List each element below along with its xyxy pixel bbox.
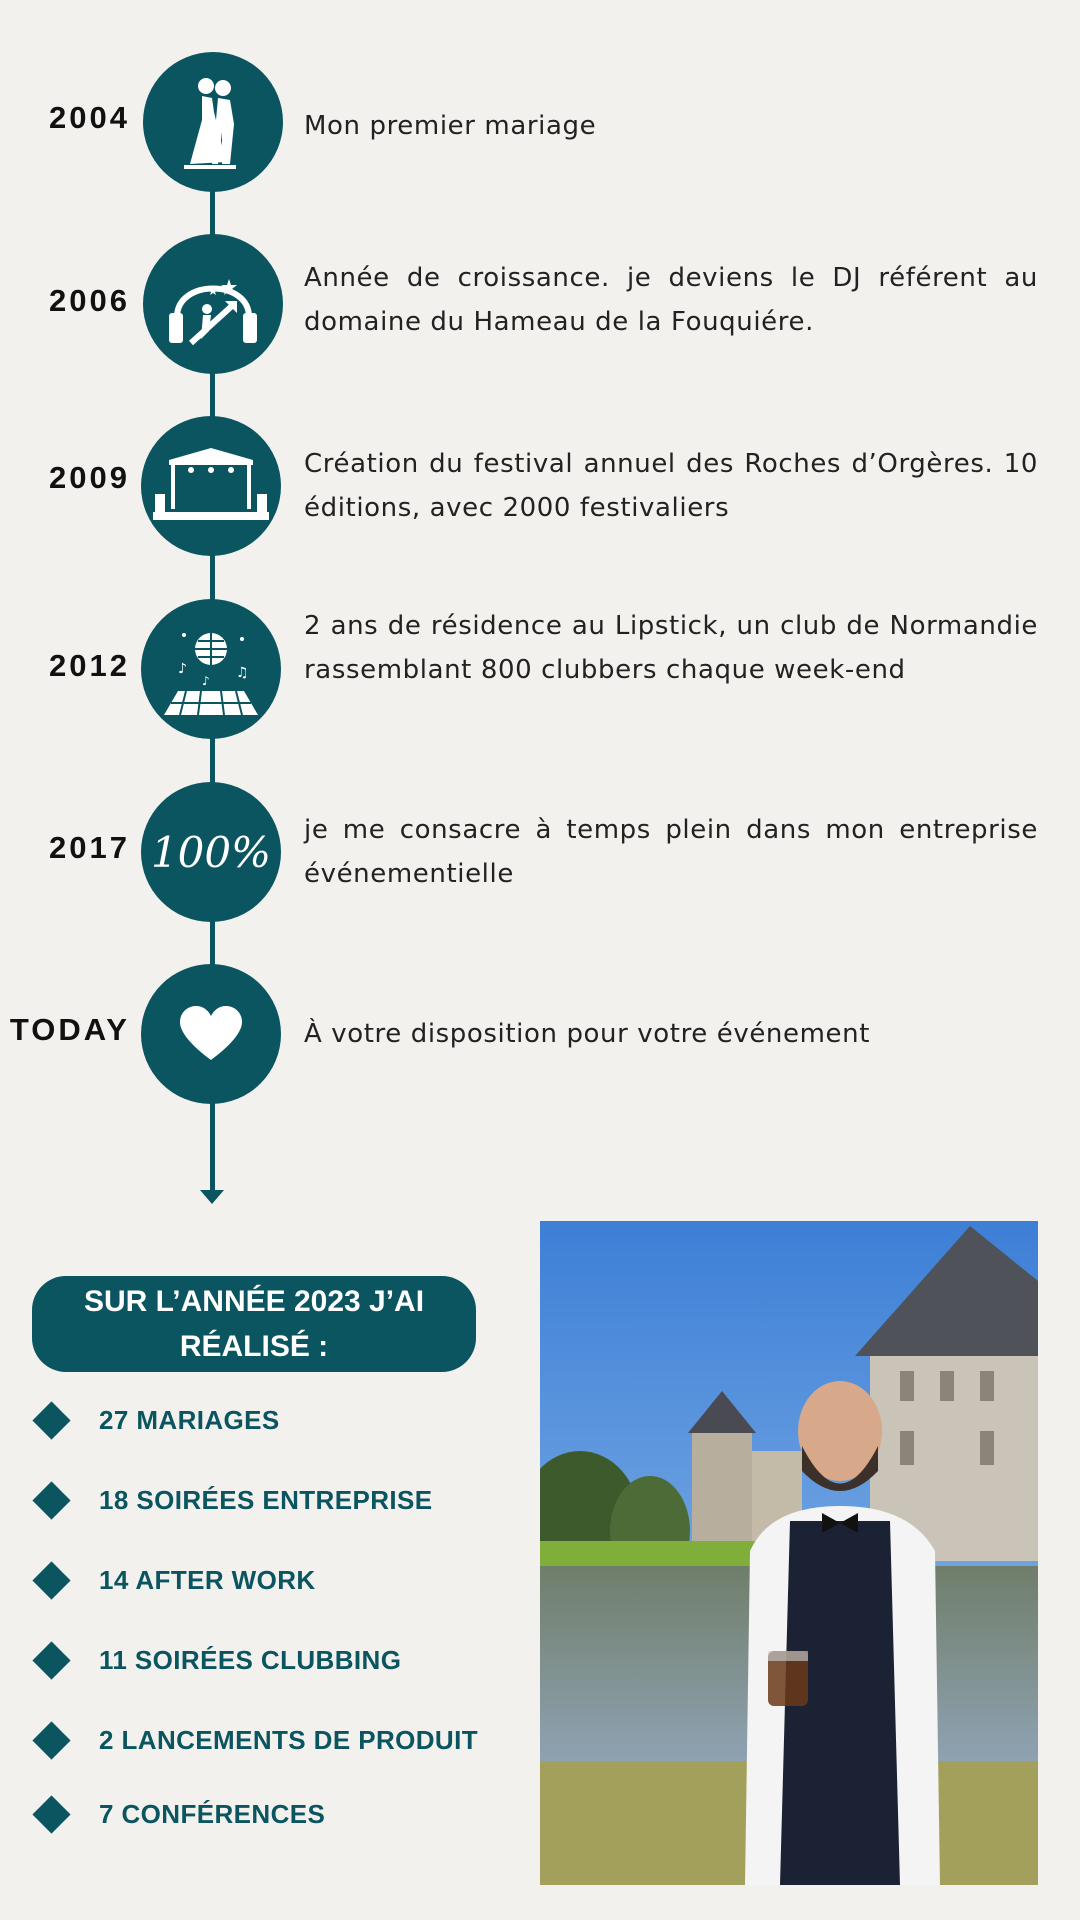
stat-item (32, 1480, 433, 1520)
timeline-description: je me consacre à temps plein dans mon entreprise événementielle (304, 815, 1038, 889)
summary-title-line: SUR L’ANNÉE 2023 J’AI (83, 1285, 425, 1318)
timeline-year: 2004 (49, 100, 130, 135)
timeline-year: 2006 (49, 283, 130, 318)
stat-item (32, 1400, 280, 1440)
timeline-circle (143, 52, 283, 192)
timeline-description: Mon premier mariage (304, 111, 597, 141)
diamond-bullet-icon (32, 1561, 70, 1599)
diamond-bullet-icon (32, 1401, 70, 1439)
heart-icon (180, 1006, 242, 1062)
timeline-year: 2017 (49, 830, 130, 865)
timeline-description: Année de croissance. je deviens le DJ référent au domaine du Hameau de la Fouquiére. (304, 263, 1038, 337)
stat-label: 11 SOIRÉES CLUBBING (99, 1644, 402, 1675)
stat-item (32, 1640, 401, 1680)
timeline-circle (141, 782, 281, 922)
stat-item (32, 1720, 478, 1760)
timeline-description: Création du festival annuel des Roches d’Orgères. 10 éditions, avec 2000 festivaliers (304, 449, 1038, 523)
stat-item (32, 1560, 316, 1600)
stat-label: 2 LANCEMENTS DE PRODUIT (99, 1724, 479, 1755)
timeline-description: 2 ans de résidence au Lipstick, un club de Normandie rassemblant 800 clubbers chaque week-end (304, 611, 1038, 685)
diamond-bullet-icon (32, 1481, 70, 1519)
festival-stage-icon (151, 446, 271, 526)
timeline-year: 2012 (49, 648, 130, 683)
stat-label: 14 AFTER WORK (99, 1564, 316, 1595)
timeline-description: À votre disposition pour votre événement (304, 1019, 871, 1049)
portrait-photo-illustration (540, 1221, 1038, 1885)
headphones-growth-icon (163, 259, 263, 349)
diamond-bullet-icon (32, 1795, 70, 1833)
timeline-circle (141, 964, 281, 1104)
stat-label: 27 MARIAGES (99, 1404, 280, 1435)
disco-ball-dancefloor-icon (156, 621, 266, 717)
timeline-year: 2009 (49, 460, 130, 495)
diamond-bullet-icon (32, 1641, 70, 1679)
wedding-couple-icon (168, 72, 258, 172)
timeline-circle (143, 234, 283, 374)
summary-title-line: RÉALISÉ : (179, 1330, 329, 1363)
svg-text:♪: ♪ (178, 661, 187, 677)
stat-label: 7 CONFÉRENCES (99, 1798, 326, 1829)
timeline-circle (141, 599, 281, 739)
portrait-photo (540, 1221, 1038, 1885)
stat-label: 18 SOIRÉES ENTREPRISE (99, 1484, 433, 1515)
diamond-bullet-icon (32, 1721, 70, 1759)
timeline-arrow-icon (200, 1190, 224, 1204)
summary-title (32, 1276, 476, 1372)
svg-text:♫: ♫ (236, 665, 249, 681)
hundred-percent-icon: 100% (150, 827, 272, 877)
stat-item (32, 1794, 325, 1834)
timeline-year: TODAY (9, 1012, 130, 1047)
timeline-circle (141, 416, 281, 556)
svg-text:♪: ♪ (202, 674, 210, 688)
